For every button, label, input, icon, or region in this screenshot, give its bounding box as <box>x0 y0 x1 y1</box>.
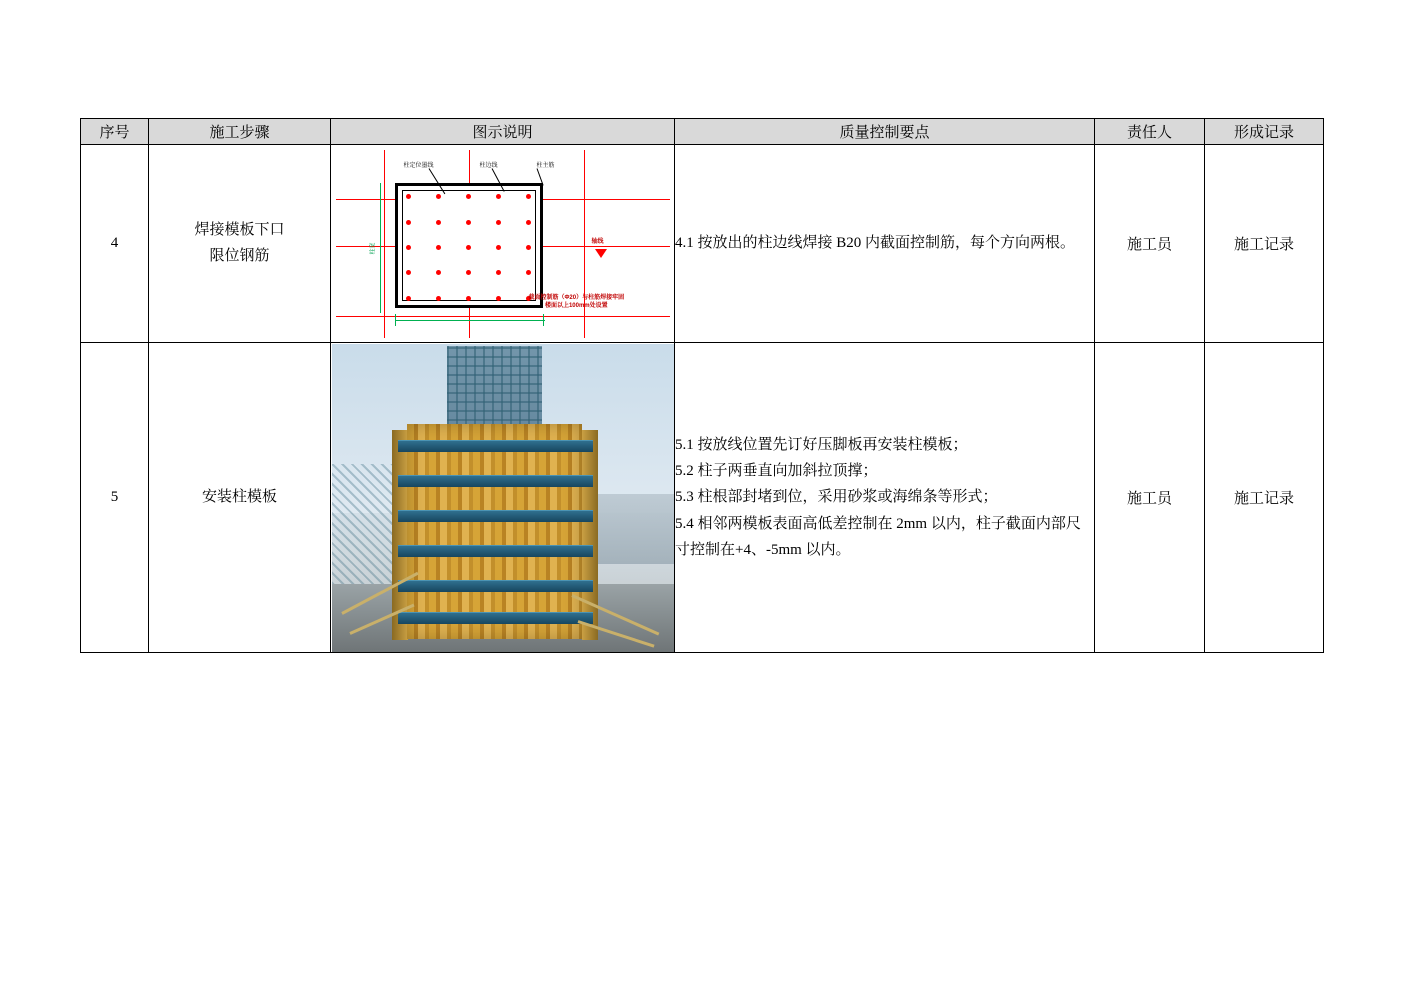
construction-process-table <box>80 118 1324 653</box>
rebar-dot <box>496 194 501 199</box>
rebar-dot <box>466 296 471 301</box>
control-rebar-dot <box>436 245 441 250</box>
rebar-dot <box>526 220 531 225</box>
table-row <box>81 343 1324 653</box>
label-axis: 轴线 <box>591 238 604 245</box>
row-person: 施工员 <box>1095 343 1205 653</box>
photo-column-formwork-panels <box>407 424 582 639</box>
photo-steel-clamp <box>398 440 593 452</box>
qc-line: 4.1 按放出的柱边线焊接 B20 内截面控制筋，每个方向两根。 <box>675 235 1076 252</box>
header-step: 施工步骤 <box>149 119 331 145</box>
axis-line-vertical-left <box>384 150 385 338</box>
photo-steel-clamp <box>398 510 593 522</box>
label-column-setting-line: 柱定位墨线 <box>403 162 434 169</box>
control-rebar-dot <box>496 220 501 225</box>
label-column-main-rebar: 柱主筋 <box>536 162 555 169</box>
row-quality-points <box>675 145 1095 343</box>
qc-line: 5.2 柱子两垂直向加斜拉顶撑； <box>675 463 878 480</box>
rebar-dot <box>526 245 531 250</box>
row-person: 施工员 <box>1095 145 1205 343</box>
row-step <box>149 145 331 343</box>
photo-formwork-edge-right <box>582 430 598 640</box>
table-header-row <box>81 119 1324 145</box>
row-quality-points <box>675 343 1095 653</box>
rebar-dot <box>406 194 411 199</box>
row-record: 施工记录 <box>1205 145 1324 343</box>
step-line-1: 焊接模板下口 <box>194 222 285 238</box>
dimension-tick-bl <box>395 314 396 326</box>
step-line-2: 限位钢筋 <box>209 247 270 264</box>
control-rebar-dot <box>496 270 501 275</box>
axis-line-horizontal-bottom <box>336 316 670 317</box>
rebar-dot <box>496 296 501 301</box>
header-person: 责任人 <box>1095 119 1205 145</box>
header-no: 序号 <box>81 119 149 145</box>
dimension-tick-br <box>543 314 544 326</box>
label-column-edge-line: 柱边线 <box>479 162 498 169</box>
dimension-line-bottom <box>395 320 545 321</box>
row-record: 施工记录 <box>1205 343 1324 653</box>
qc-line: 5.1 按放线位置先订好压脚板再安装柱模板； <box>675 436 968 453</box>
control-rebar-dot <box>466 245 471 250</box>
label-control-rebar-note: 截面控制筋（Φ20）与柱筋焊接牢固 楼面以上100mm处设置 <box>528 294 625 309</box>
qc-line: 5.4 相邻两模板表面高低差控制在 2mm 以内，柱子截面内部尺寸控制在+4、-5mm 以内。 <box>675 515 1081 558</box>
row-no: 5 <box>81 343 149 653</box>
axis-arrow-icon <box>595 249 607 258</box>
photo-steel-clamp <box>398 612 593 624</box>
rebar-dot <box>406 296 411 301</box>
row-figure <box>331 343 675 653</box>
row-figure <box>331 145 675 343</box>
control-rebar-dot <box>436 220 441 225</box>
header-record: 形成记录 <box>1205 119 1324 145</box>
header-figure: 图示说明 <box>331 119 675 145</box>
rebar-dot <box>436 296 441 301</box>
rebar-dot <box>406 220 411 225</box>
photo-steel-clamp <box>398 580 593 592</box>
table-row <box>81 145 1324 343</box>
qc-line: 5.3 柱根部封堵到位，采用砂浆或海绵条等形式； <box>675 489 998 506</box>
control-rebar-dot <box>496 245 501 250</box>
row-no: 4 <box>81 145 149 343</box>
photo-column-formwork <box>332 344 674 652</box>
control-rebar-dot <box>466 270 471 275</box>
rebar-dot <box>526 270 531 275</box>
rebar-dot <box>406 245 411 250</box>
rebar-dot <box>466 194 471 199</box>
rebar-dot <box>436 194 441 199</box>
dimension-line-left <box>380 183 381 313</box>
photo-steel-clamp <box>398 545 593 557</box>
control-rebar-dot <box>436 270 441 275</box>
row-step: 安装柱模板 <box>149 343 331 653</box>
label-column-width: 柱宽 <box>370 241 377 255</box>
control-rebar-dot <box>466 220 471 225</box>
rebar-dot <box>406 270 411 275</box>
header-quality-points: 质量控制要点 <box>675 119 1095 145</box>
photo-steel-clamp <box>398 475 593 487</box>
rebar-dot <box>526 194 531 199</box>
cad-diagram-column-section <box>332 146 674 342</box>
